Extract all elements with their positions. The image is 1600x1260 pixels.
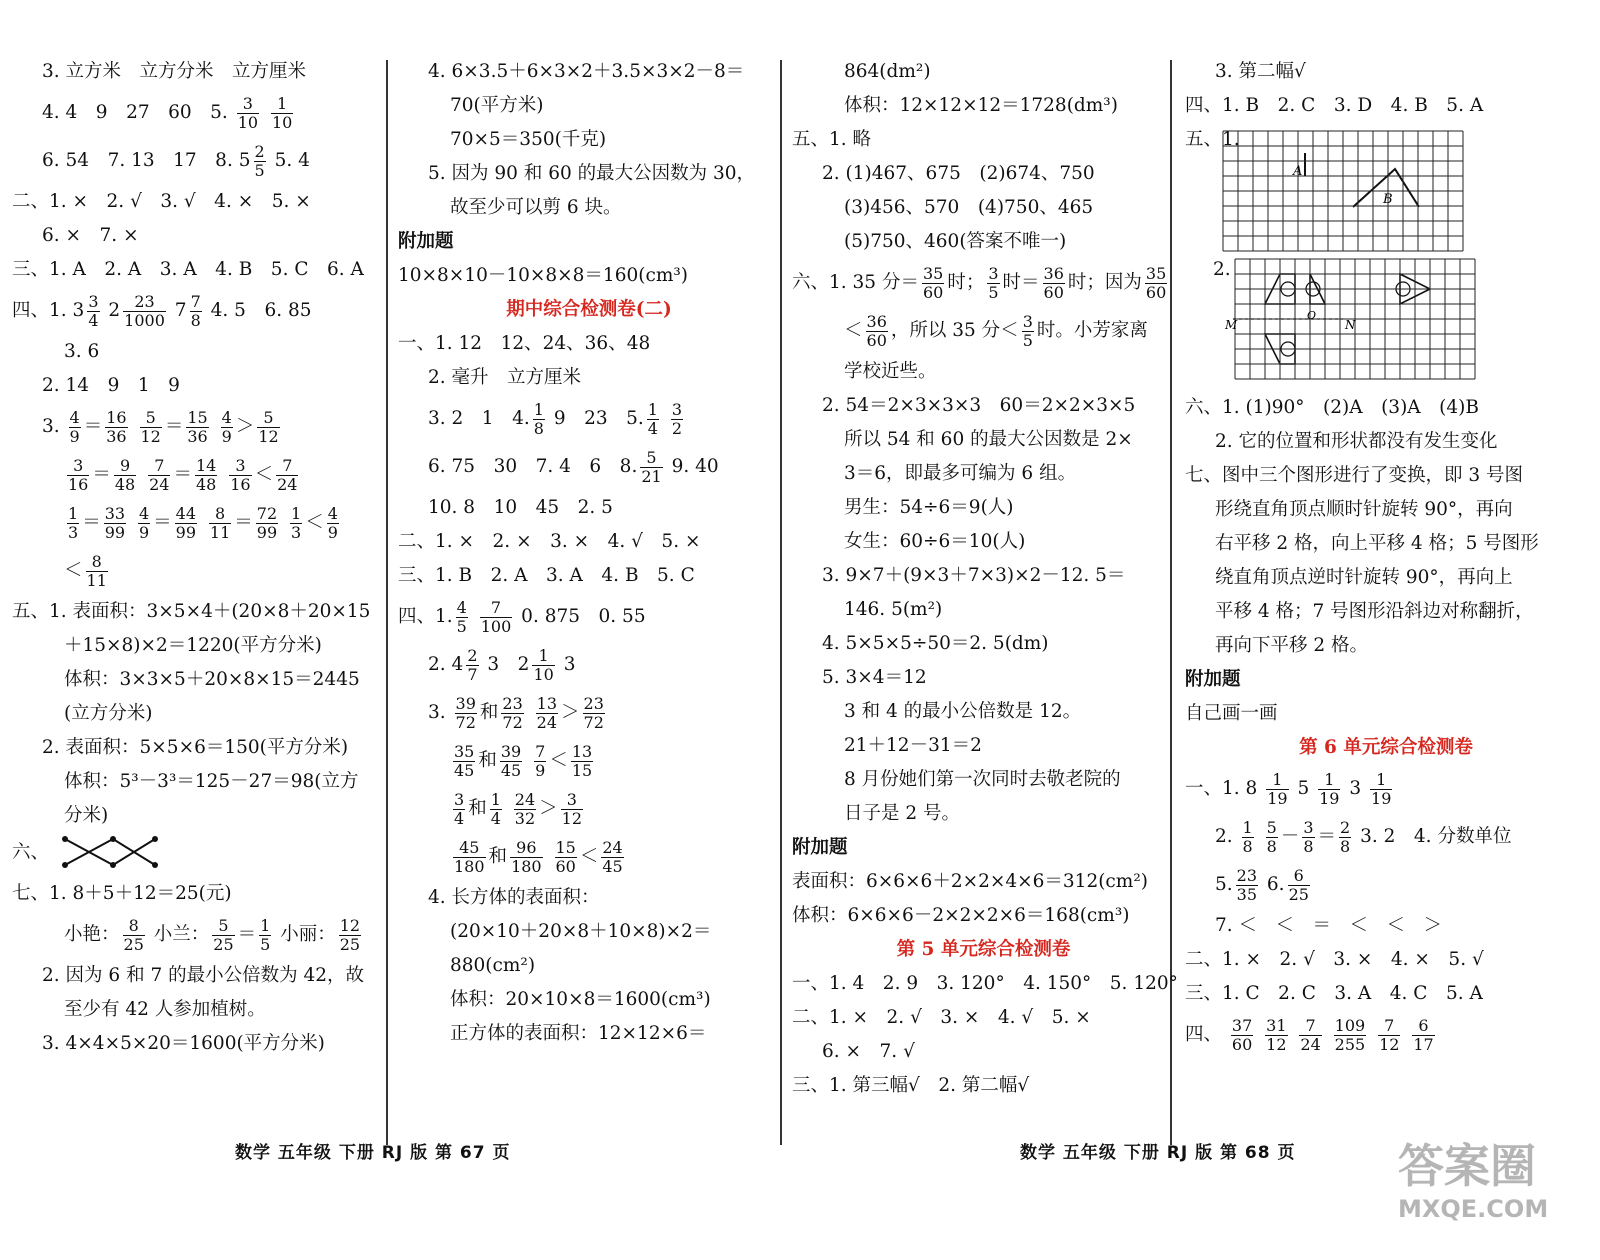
axis-label-m: M <box>1225 318 1238 332</box>
watermark <box>1398 1138 1588 1238</box>
answer-line: 平移 4 格；7 号图形沿斜边对称翻折， <box>1215 601 1534 622</box>
answer-line: 体积：12×12×12＝1728(dm³) <box>844 95 1118 116</box>
answer-line: 三、1. 第三幅√ 2. 第二幅√ <box>792 1075 1030 1096</box>
answer-line: 70(平方米) <box>450 95 544 116</box>
fraction: $\frac{23}{1000}$ <box>124 291 165 330</box>
section-heading: 附加题 <box>792 837 848 858</box>
page-footer-right: 数学 五年级 下册 RJ 版 第 68 页 <box>1020 1143 1296 1163</box>
answer-line: 正方体的表面积：12×12×6＝ <box>450 1023 707 1044</box>
answer-line: 体积：5³－3³＝125－27＝98(立方 <box>64 771 359 792</box>
answer-line: 2. 14 9 1 9 <box>42 375 180 396</box>
answer-text: 7 <box>174 300 187 321</box>
answer-text: 3. <box>42 416 60 437</box>
answer-line: 体积：3×3×5＋20×8×15＝2445 <box>64 669 360 690</box>
answer-line: 四、 $\frac{37}{60}$ $\frac{31}{12}$ $\frac{7}{24}$ $\frac{109}{255}$ $\frac{7}{12}$ $\frac{6}{17}$ <box>1185 1015 1434 1054</box>
answer-line: 学校近些。 <box>844 361 937 382</box>
answer-line: 女生：60÷6＝10(人) <box>844 531 1026 552</box>
answer-line: 四、1. B 2. C 3. D 4. B 5. A <box>1185 95 1484 116</box>
answer-line: ＋15×8)×2＝1220(平方分米) <box>64 635 322 656</box>
answer-text: 4. 4 9 27 60 5. <box>42 102 228 123</box>
translation-grid <box>1225 257 1493 385</box>
answer-line: 10. 8 10 45 2. 5 <box>428 497 613 518</box>
point-label-o: O <box>1307 309 1317 322</box>
point-label-b: B <box>1383 192 1393 207</box>
answer-line: 故至少可以剪 6 块。 <box>450 197 622 218</box>
answer-line: 表面积：6×6×6＋2×2×4×6＝312(cm²) <box>792 871 1148 892</box>
fraction: $\frac{1}{10}$ <box>271 93 293 132</box>
answer-line: 一、1. 12 12、24、36、48 <box>398 333 651 354</box>
answer-line: 二、1. × 2. √ 3. × 4. √ 5. × <box>792 1007 1091 1028</box>
answer-line: 4. 6×3.5＋6×3×2＋3.5×3×2－8＝ <box>428 61 745 82</box>
answer-line: 6. × 7. × <box>42 225 139 246</box>
section-title: 第 5 单元综合检测卷 <box>896 939 1071 960</box>
answer-line: 3. 9×7＋(9×3＋7×3)×2－12. 5＝ <box>822 565 1126 586</box>
answer-line: 21＋12－31＝2 <box>844 735 982 756</box>
answer-line: 8 月份她们第一次同时去敬老院的 <box>844 769 1121 790</box>
answer-line: 一、1. 8 $\frac{1}{19}$ 5 $\frac{1}{19}$ 3 $\frac{1}{19}$ <box>1185 769 1392 808</box>
fraction-compare-line: $\frac{35}{45}$ 和 $\frac{39}{45}$ $\frac{7}{9}$ ＜ $\frac{13}{15}$ <box>454 741 593 780</box>
fraction: $\frac{3}{10}$ <box>237 93 259 132</box>
answer-text: 5. 4 <box>274 150 310 171</box>
answer-line: 2. 54＝2×3×3×3 60＝2×2×3×5 <box>822 395 1136 416</box>
answer-text: 6. 54 7. 13 17 8. 5 <box>42 150 251 171</box>
answer-line: 六、1. (1)90° (2)A (3)A (4)B <box>1185 397 1479 418</box>
axis-label-n: N <box>1345 318 1356 332</box>
answer-line: 2. 它的位置和形状都没有发生变化 <box>1215 431 1498 452</box>
answer-line: 864(dm²) <box>844 61 931 82</box>
grid-figure-1: 五、1. A B <box>1185 123 1587 253</box>
fraction-compare-line: ＜ $\frac{8}{11}$ <box>64 551 107 590</box>
answer-text: 六、 <box>12 842 50 863</box>
answer-line: 五、1. 表面积：3×5×4＋(20×8＋20×15 <box>12 601 371 622</box>
matching-answer <box>12 833 388 877</box>
answer-line: 体积：20×10×8＝1600(cm³) <box>450 989 711 1010</box>
answer-text: 四、1. 3 <box>12 300 85 321</box>
answer-line: 男生：54÷6＝9(人) <box>844 497 1014 518</box>
answer-line: 一、1. 4 2. 9 3. 120° 4. 150° 5. 120° <box>792 973 1178 994</box>
answer-line: 3. 第二幅√ <box>1215 61 1306 82</box>
answer-line: 四、1. $\frac{4}{5}$ $\frac{7}{100}$ 0. 875 0. 55 <box>398 597 646 636</box>
page-footer-left: 数学 五年级 下册 RJ 版 第 67 页 <box>235 1143 511 1163</box>
section-heading: 附加题 <box>1185 669 1241 690</box>
grid-figure-2: 2. M N O <box>1185 253 1587 391</box>
answer-line: 自己画一画 <box>1185 703 1278 724</box>
divider-2 <box>780 60 782 1145</box>
answer-line: 5. 3×4＝12 <box>822 667 927 688</box>
answer-line: 小艳： $\frac{8}{25}$ 小兰： $\frac{5}{25}$ ＝ $\frac{1}{5}$ 小丽： $\frac{12}{25}$ <box>64 915 361 954</box>
answer-line: 3＝6，即最多可编为 6 组。 <box>844 463 1077 484</box>
answer-line: 六、1. 35 分＝ $\frac{35}{60}$ 时； $\frac{3}{5}$ 时＝ $\frac{36}{60}$ 时；因为 $\frac{35}{60}$ <box>792 263 1167 302</box>
answer-line: 6. 75 30 7. 4 6 8. $\frac{5}{21}$ 9. 40 <box>428 447 719 486</box>
answer-line: 二、1. × 2. × 3. × 4. √ 5. × <box>398 531 701 552</box>
answer-line: 6. × 7. √ <box>822 1041 915 1062</box>
answer-line: 二、1. × 2. √ 3. × 4. × 5. √ <box>1185 949 1484 970</box>
answer-line: 3. 6 <box>64 341 100 362</box>
answer-line: (3)456、570 (4)750、465 <box>844 197 1094 218</box>
answer-column-4 <box>1185 55 1587 1140</box>
watermark-logo: 答案圈 <box>1398 1139 1536 1193</box>
answer-text: 小艳： <box>64 924 120 945</box>
answer-line: 146. 5(m²) <box>844 599 943 620</box>
answer-line: 七、1. 8＋5＋12＝25(元) <box>12 883 232 904</box>
answer-line: 3. 立方米 立方分米 立方厘米 <box>42 61 307 82</box>
answer-line: 2. 表面积：5×5×6＝150(平方分米) <box>42 737 349 758</box>
answer-line: ＜ $\frac{36}{60}$ ，所以 35 分＜ $\frac{3}{5}$ 时。小芳家离 <box>844 311 1148 350</box>
answer-column-1 <box>12 55 388 1140</box>
answer-line: 3. 2 1 4. $\frac{1}{8}$ 9 23 5. $\frac{1}{4}$ $\frac{3}{2}$ <box>428 399 683 438</box>
fraction: $\frac{3}{4}$ <box>88 291 99 330</box>
fraction-compare-line: $\frac{45}{180}$ 和 $\frac{96}{180}$ $\frac{15}{60}$ ＜ $\frac{24}{45}$ <box>454 837 623 876</box>
section-title: 第 6 单元综合检测卷 <box>1299 737 1473 758</box>
answer-line: 880(cm²) <box>450 955 536 976</box>
answer-line: 三、1. C 2. C 3. A 4. C 5. A <box>1185 983 1483 1004</box>
answer-column-2 <box>398 55 780 1140</box>
watermark-domain: MXQE.COM <box>1398 1195 1549 1223</box>
answer-line: 五、1. 略 <box>792 129 872 150</box>
answer-line <box>12 287 388 335</box>
rotation-grid <box>1223 131 1483 255</box>
answer-line: 三、1. A 2. A 3. A 4. B 5. C 6. A <box>12 259 364 280</box>
answer-line <box>12 137 388 185</box>
answer-line: 7. ＜ ＜ ＝ ＜ ＜ ＞ <box>1215 915 1443 936</box>
answer-line: 2. 4 $\frac{2}{7}$ 3 2 $\frac{1}{10}$ 3 <box>428 645 576 684</box>
fraction: $\frac{7}{8}$ <box>190 291 201 330</box>
point-label-a: A <box>1293 164 1303 179</box>
answer-text: 小丽： <box>280 924 336 945</box>
fraction-compare-line: $\frac{3}{16}$ ＝ $\frac{9}{48}$ $\frac{7}{24}$ ＝ $\frac{14}{48}$ $\frac{3}{16}$ ＜ $\frac{7}{24}$ <box>68 455 298 494</box>
answer-line: (5)750、460(答案不唯一) <box>844 231 1067 252</box>
answer-line: 右平移 2 格，向上平移 4 格；5 号图形 <box>1215 533 1539 554</box>
answer-line: 70×5＝350(千克) <box>450 129 607 150</box>
answer-line <box>12 89 388 137</box>
answer-line: (20×10＋20×8＋10×8)×2＝ <box>450 921 712 942</box>
answer-line: 二、1. × 2. √ 3. √ 4. × 5. × <box>12 191 311 212</box>
answer-line: 至少有 42 人参加植树。 <box>64 999 266 1020</box>
answer-line: (立方分米) <box>64 703 153 724</box>
answer-text: 2 <box>108 300 121 321</box>
fraction-compare-line: $\frac{3}{4}$ 和 $\frac{1}{4}$ $\frac{24}{32}$ ＞ $\frac{3}{12}$ <box>454 789 583 828</box>
section-title: 期中综合检测卷(二) <box>506 299 672 320</box>
answer-line: 2. 因为 6 和 7 的最小公倍数为 42，故 <box>42 965 365 986</box>
answer-line: 10×8×10－10×8×8＝160(cm³) <box>398 265 689 286</box>
fraction: $\frac{2}{5}$ <box>254 141 265 180</box>
answer-line: 三、1. B 2. A 3. A 4. B 5. C <box>398 565 695 586</box>
answer-text: 小兰： <box>153 924 210 945</box>
answer-line: 2. (1)467、675 (2)674、750 <box>822 163 1095 184</box>
answer-line: 5. 因为 90 和 60 的最大公因数为 30， <box>428 163 756 184</box>
answer-line: 再向下平移 2 格。 <box>1215 635 1369 656</box>
fraction-compare-line: 3. $\frac{4}{9}$ ＝ $\frac{16}{36}$ $\frac{5}{12}$ ＝ $\frac{15}{36}$ $\frac{4}{9}$ ＞ $\frac{5}{12}$ <box>42 407 279 446</box>
answer-text: 4. 5 6. 85 <box>210 300 312 321</box>
answer-line: 2. 毫升 立方厘米 <box>428 367 582 388</box>
answer-line: 4. 5×5×5÷50＝2. 5(dm) <box>822 633 1049 654</box>
answer-line: 所以 54 和 60 的最大公因数是 2× <box>844 429 1133 450</box>
answer-column-3 <box>792 55 1178 1140</box>
fraction-compare-line: 3. $\frac{39}{72}$ 和 $\frac{23}{72}$ $\frac{13}{24}$ ＞ $\frac{23}{72}$ <box>428 693 604 732</box>
answer-line: 绕直角顶点逆时针旋转 90°，再向上 <box>1215 567 1513 588</box>
answer-line: 日子是 2 号。 <box>844 803 961 824</box>
answer-line: 3. 4×4×5×20＝1600(平方分米) <box>42 1033 325 1054</box>
answer-line: 4. 长方体的表面积： <box>428 887 600 908</box>
fraction-compare-line: $\frac{1}{3}$ ＝ $\frac{33}{99}$ $\frac{4}{9}$ ＝ $\frac{44}{99}$ $\frac{8}{11}$ ＝ $\frac{72}{99}$ $\frac{1}{3}$ ＜ $\frac{4}{9}$ <box>68 503 338 542</box>
answer-line: 体积：6×6×6－2×2×2×6＝168(cm³) <box>792 905 1130 926</box>
answer-line: 5. $\frac{23}{35}$ 6. $\frac{6}{25}$ <box>1215 865 1309 904</box>
answer-line: 2. $\frac{1}{8}$ $\frac{5}{8}$ － $\frac{3}{8}$ ＝ $\frac{2}{8}$ 3. 2 4. 分数单位 <box>1215 817 1512 856</box>
section-heading: 附加题 <box>398 231 454 252</box>
matching-lines-figure <box>55 833 165 873</box>
answer-line: 形绕直角顶点顺时针旋转 90°，再向 <box>1215 499 1513 520</box>
answer-line: 分米) <box>64 805 109 826</box>
answer-line: 3 和 4 的最小公倍数是 12。 <box>844 701 1082 722</box>
answer-line: 七、图中三个图形进行了变换，即 3 号图 <box>1185 465 1524 486</box>
